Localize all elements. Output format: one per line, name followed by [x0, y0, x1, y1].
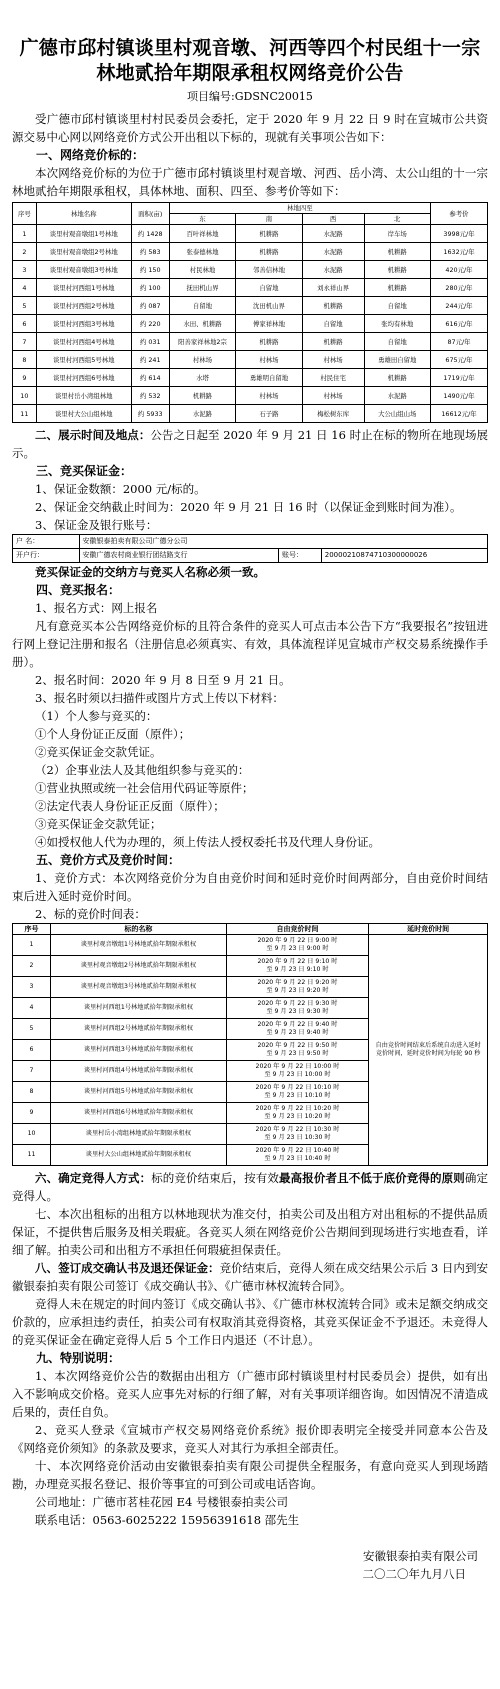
land-cell-s: 机耕路 — [236, 243, 303, 261]
col-header-west: 西 — [302, 214, 364, 225]
sched-cell-name: 谈里村观音墩组2号林地贰拾年期限承租权 — [51, 956, 227, 977]
land-cell-no: 6 — [13, 315, 37, 333]
sched-free-start: 2020 年 9 月 22 日 9:30 时 — [257, 1000, 338, 1007]
section-1-title: 一、网络竞价标的： — [36, 148, 145, 162]
sched-free-end: 至 9 月 23 日 9:50 时 — [266, 1050, 329, 1057]
sched-cell-free — [226, 1082, 369, 1103]
section-8 — [12, 1259, 488, 1295]
note-1: 1、本次网络竞价公告的数据由出租方（广德市邱村镇谈里村村民委员会）提供，如有出入不影响成交价格。竞买人应事先对标的行细了解，对有关事项详细咨询。如因情况不清造成后果的，责任自负。 — [12, 1369, 488, 1419]
sched-cell-name: 谈里村岳小湾组林地贰拾年期限承租权 — [51, 1124, 227, 1145]
reg-item-6: ①个人身份证正反面（原件）； — [35, 727, 191, 741]
sched-cell-free — [226, 1145, 369, 1166]
land-cell-area: 约 5933 — [131, 405, 169, 423]
sched-cell-no: 10 — [13, 1124, 51, 1145]
bank-acct-label: 账号： — [279, 549, 322, 563]
land-cell-p: 16612元/年 — [431, 405, 488, 423]
col-header-south: 南 — [236, 214, 303, 225]
land-cell-area: 约 100 — [131, 279, 169, 297]
section-6 — [12, 1169, 488, 1205]
land-cell-s: 村林场 — [236, 387, 303, 405]
land-table-row — [13, 387, 488, 405]
land-cell-no: 1 — [13, 225, 37, 243]
land-cell-s: 村林场 — [236, 351, 303, 369]
section-2 — [12, 426, 488, 462]
project-number: 项目编号:GDSNC20015 — [187, 90, 313, 103]
land-cell-no: 10 — [13, 387, 37, 405]
sched-free-start: 2020 年 9 月 22 日 10:00 时 — [255, 1063, 340, 1070]
land-cell-e: 村民林地 — [169, 261, 236, 279]
land-cell-p: 1490元/年 — [431, 387, 488, 405]
land-table-row — [13, 261, 488, 279]
sched-cell-free — [226, 977, 369, 998]
land-table-row — [13, 279, 488, 297]
section-9-title: 九、特别说明： — [36, 1351, 121, 1365]
land-cell-name: 谈里村河西组6号林地 — [36, 369, 131, 387]
sched-cell-name: 谈里村观音墩组3号林地贰拾年期限承租权 — [51, 977, 227, 998]
contact-address: 公司地址：广德市茗桂花园 E4 号楼银泰拍卖公司 — [35, 1495, 289, 1509]
land-cell-area: 约 031 — [131, 333, 169, 351]
land-cell-s: 石子路 — [236, 405, 303, 423]
sched-cell-free — [226, 998, 369, 1019]
land-table-row — [13, 243, 488, 261]
sched-cell-no: 8 — [13, 1082, 51, 1103]
land-cell-area: 约 583 — [131, 243, 169, 261]
contact-phone: 联系电话：0563-6025222 15956391618 邵先生 — [35, 1513, 300, 1527]
page-title: 广德市邱村镇谈里村观音墩、河西等四个村民组十一宗林地贰拾年期限承租权网络竞价公告 — [19, 37, 481, 84]
land-cell-n: 张均有林地 — [364, 315, 431, 333]
sched-cell-name: 谈里村河西组6号林地贰拾年期限承租权 — [51, 1103, 227, 1124]
land-cell-w: 村林场 — [302, 351, 364, 369]
sched-free-end: 至 9 月 23 日 10:40 时 — [264, 1155, 331, 1162]
sched-cell-no: 9 — [13, 1103, 51, 1124]
reg-item-10: ②法定代表人身份证正反面（原件）； — [35, 799, 225, 813]
bank-table — [12, 534, 488, 563]
announcement-page — [12, 36, 488, 1583]
reg-item-7: ②竞买保证金交款凭证。 — [35, 745, 162, 759]
land-table-row — [13, 351, 488, 369]
col-header-name: 林地名称 — [36, 203, 131, 225]
land-cell-s: 机耕路 — [236, 333, 303, 351]
section-3-title: 三、竞买保证金： — [36, 464, 133, 478]
bank-account-number: 20000210874710300000026 — [321, 549, 487, 563]
land-cell-e: 村林场 — [169, 351, 236, 369]
sched-free-end: 至 9 月 23 日 10:30 时 — [264, 1134, 331, 1141]
sched-cell-name: 谈里村河西组4号林地贰拾年期限承租权 — [51, 1061, 227, 1082]
signature-company: 安徽银泰拍卖有限公司 — [363, 1549, 478, 1563]
land-cell-s: 勇雄明自留地 — [236, 369, 303, 387]
sched-header-no: 序号 — [13, 924, 51, 935]
land-cell-no: 3 — [13, 261, 37, 279]
land-cell-name: 谈里村观音墩组2号林地 — [36, 243, 131, 261]
land-cell-n: 机耕路 — [364, 243, 431, 261]
land-cell-s: 沈田机山界 — [236, 297, 303, 315]
sched-free-start: 2020 年 9 月 22 日 9:20 时 — [257, 979, 338, 986]
land-cell-n: 大公山组山场 — [364, 405, 431, 423]
land-table-row — [13, 225, 488, 243]
land-cell-w: 水泥路 — [302, 261, 364, 279]
sched-cell-free — [226, 956, 369, 977]
col-header-price: 参考价 — [431, 203, 488, 225]
sched-free-start: 2020 年 9 月 22 日 10:40 时 — [255, 1147, 340, 1154]
section-4-title: 四、竞买报名： — [36, 583, 121, 597]
land-table-row — [13, 405, 488, 423]
land-cell-s: 机耕路 — [236, 225, 303, 243]
land-cell-p: 3998元/年 — [431, 225, 488, 243]
sched-free-start: 2020 年 9 月 22 日 10:10 时 — [255, 1084, 340, 1091]
sched-header-free: 自由竞价时间 — [226, 924, 369, 935]
sched-cell-name: 谈里村河西组5号林地贰拾年期限承租权 — [51, 1082, 227, 1103]
reg-item-9: ①营业执照或统一社会信用代码证等原件； — [35, 781, 254, 795]
sched-cell-no: 5 — [13, 1019, 51, 1040]
bank-branch-label: 开户行： — [13, 549, 80, 563]
sched-cell-no: 6 — [13, 1040, 51, 1061]
land-cell-n: 自留地 — [364, 333, 431, 351]
land-cell-name: 谈里村岳小湾组林地 — [36, 387, 131, 405]
col-header-no: 序号 — [13, 203, 37, 225]
sched-free-end: 至 9 月 23 日 9:00 时 — [266, 945, 329, 952]
sched-cell-free — [226, 935, 369, 956]
land-cell-w: 村民住宅 — [302, 369, 364, 387]
land-cell-n: 机耕路 — [364, 279, 431, 297]
land-cell-s: 自留地 — [236, 279, 303, 297]
schedule-table — [12, 923, 488, 1166]
sched-cell-no: 7 — [13, 1061, 51, 1082]
land-cell-e: 阳善家祥林地2宗 — [169, 333, 236, 351]
land-cell-p: 244元/年 — [431, 297, 488, 315]
section-5-title: 五、竞价方式及竞价时间： — [36, 853, 181, 867]
sched-cell-free — [226, 1103, 369, 1124]
land-cell-w: 水泥路 — [302, 243, 364, 261]
bank-branch: 安徽广德农村商业银行团结路支行 — [79, 549, 279, 563]
sched-free-start: 2020 年 9 月 22 日 10:20 时 — [255, 1105, 340, 1112]
sched-free-start: 2020 年 9 月 22 日 9:40 时 — [257, 1021, 338, 1028]
sched-free-end: 至 9 月 23 日 10:20 时 — [264, 1113, 331, 1120]
bid-method: 1、竞价方式：本次网络竞价分为自由竞价时间和延时竞价时间两部分，自由竞价时间结束后进入延时竞价时间。 — [12, 871, 488, 903]
reg-item-8: （2）企事业法人及其他组织参与竞买的： — [35, 763, 250, 777]
land-cell-w: 机耕路 — [302, 333, 364, 351]
note-2: 2、竞买人登录《宣城市产权交易网络竞价系统》报价即表明完全接受并同意本公告及《网络竞价须知》的条款及要求，竞买人对其行为承担全部责任。 — [12, 1423, 488, 1455]
sched-cell-name: 谈里村河西组1号林地贰拾年期限承租权 — [51, 998, 227, 1019]
land-cell-no: 2 — [13, 243, 37, 261]
land-cell-n: 机耕路 — [364, 261, 431, 279]
section-8-text-a: 竞价结束后，竞得人须在成交结果公示后 3 日内到安徽银泰拍卖有限公司签订《成交确认书》、《广德市林权流转合同》。 — [12, 1261, 488, 1293]
bid-schedule-heading: 2、标的竞价时间表： — [35, 907, 146, 921]
land-cell-n: 机耕路 — [364, 369, 431, 387]
land-cell-name: 谈里村河西组1号林地 — [36, 279, 131, 297]
reg-item-11: ③竞买保证金交款凭证； — [35, 817, 162, 831]
sched-cell-name: 谈里村河西组3号林地贰拾年期限承租权 — [51, 1040, 227, 1061]
section-2-title: 二、展示时间及地点： — [35, 428, 151, 442]
land-cell-area: 约 220 — [131, 315, 169, 333]
sched-free-start: 2020 年 9 月 22 日 10:30 时 — [255, 1126, 340, 1133]
land-cell-e: 百叶祥林地 — [169, 225, 236, 243]
land-cell-name: 谈里村河西组3号林地 — [36, 315, 131, 333]
section-8-text-b: 竞得人未在规定的时间内签订《成交确认书》、《广德市林权流转合同》或未足额交纳成交价款的，应承担违约责任，拍卖公司有权取消其竞得资格，其竞买保证金不予退还。未竞得人的竞买保证金在确定竞得人后 5 个工作日内退还（不计息）。 — [12, 1297, 488, 1347]
land-cell-w: 刘永祥山界 — [302, 279, 364, 297]
sched-free-end: 至 9 月 23 日 9:20 时 — [266, 987, 329, 994]
section-2-text: 公告之日起至 2020 年 9 月 21 日 16 时止在标的物所在地现场展示。 — [12, 428, 489, 460]
land-cell-n: 岸车场 — [364, 225, 431, 243]
land-cell-e: 水田、机耕路 — [169, 315, 236, 333]
land-cell-no: 7 — [13, 333, 37, 351]
intro-paragraph: 受广德市邱村镇谈里村村民委员会委托，定于 2020 年 9 月 22 日 9 时在宣城市公共资源交易中心网以网络竞价方式公开出租以下标的，现就有关事项公告如下： — [12, 112, 488, 144]
sched-free-start: 2020 年 9 月 22 日 9:50 时 — [257, 1042, 338, 1049]
land-cell-p: 420元/年 — [431, 261, 488, 279]
reg-item-12: ④如授权他人代为办理的，须上传法人授权委托书及代理人身份证。 — [35, 835, 380, 849]
land-cell-no: 8 — [13, 351, 37, 369]
land-cell-e: 自留地 — [169, 297, 236, 315]
reg-item-5: （1）个人参与竞买的： — [35, 709, 158, 723]
sched-cell-name: 谈里村观音墩组1号林地贰拾年期限承租权 — [51, 935, 227, 956]
sched-free-end: 至 9 月 23 日 9:10 时 — [266, 966, 329, 973]
land-cell-no: 11 — [13, 405, 37, 423]
land-cell-area: 约 614 — [131, 369, 169, 387]
land-cell-p: 675元/年 — [431, 351, 488, 369]
section-6-text-b: 最高报价者且不低于底价竞得的原则 — [279, 1171, 465, 1185]
section-1-text: 本次网络竞价标的为位于广德市邱村镇谈里村观音墩、河西、岳小湾、太公山组的十一宗林地贰拾年期限承租权，具体林地、面积、四至、参考价等如下： — [12, 166, 488, 198]
sched-cell-extended: 自由竞价时间结束后系统自动进入延时竞价时间，延时竞价时间为每轮 90 秒 — [369, 935, 488, 1166]
deposit-account-heading: 3、保证金及银行账号： — [35, 518, 158, 532]
land-cell-w: 机耕路 — [302, 297, 364, 315]
sched-free-end: 至 9 月 23 日 10:00 时 — [264, 1071, 331, 1078]
land-cell-e: 水塔 — [169, 369, 236, 387]
bank-account-name: 安徽银泰拍卖有限公司广德分公司 — [79, 535, 488, 549]
land-cell-area: 约 532 — [131, 387, 169, 405]
reg-item-4: 3、报名时须以扫描件或图片方式上传以下材料： — [35, 691, 284, 705]
sched-cell-name: 谈里村河西组2号林地贰拾年期限承租权 — [51, 1019, 227, 1040]
land-cell-name: 谈里村观音墩组3号林地 — [36, 261, 131, 279]
sched-cell-no: 3 — [13, 977, 51, 998]
land-cell-area: 约 1428 — [131, 225, 169, 243]
deposit-note: 竞买保证金的交纳方与竞买人名称必须一致。 — [35, 565, 265, 579]
sched-cell-no: 4 — [13, 998, 51, 1019]
signature-date: 二〇二〇年九月八日 — [362, 1567, 466, 1581]
land-cell-e: 张泰德林地 — [169, 243, 236, 261]
land-cell-s: 邻善信林地 — [236, 261, 303, 279]
sched-cell-free — [226, 1124, 369, 1145]
bank-name-label: 户 名： — [13, 535, 80, 549]
reg-item-3: 2、报名时间：2020 年 9 月 8 日至 9 月 21 日。 — [35, 673, 291, 687]
land-table-row — [13, 315, 488, 333]
land-table-row — [13, 333, 488, 351]
land-table-row — [13, 297, 488, 315]
sched-cell-free — [226, 1061, 369, 1082]
land-cell-name: 谈里村河西组4号林地 — [36, 333, 131, 351]
col-header-area: 面积(亩) — [131, 203, 169, 225]
land-cell-w: 村林场 — [302, 387, 364, 405]
land-cell-w: 自留地 — [302, 315, 364, 333]
land-cell-area: 约 087 — [131, 297, 169, 315]
sched-free-end: 至 9 月 23 日 10:10 时 — [264, 1092, 331, 1099]
land-cell-p: 1632元/年 — [431, 243, 488, 261]
land-cell-n: 水泥路 — [364, 387, 431, 405]
land-table — [12, 202, 488, 423]
schedule-table-row — [13, 935, 488, 956]
col-header-east: 东 — [169, 214, 236, 225]
land-cell-name: 谈里村河西组5号林地 — [36, 351, 131, 369]
reg-item-1: 1、报名方式：网上报名 — [35, 601, 158, 615]
section-6-title: 六、确定竞得人方式： — [35, 1171, 152, 1185]
land-table-row — [13, 369, 488, 387]
reg-item-2: 凡有意竞买本公告网络竞价标的且符合条件的竞买人可点击本公告下方“我要报名”按钮进行网上登记注册和报名（注册信息必须真实、有效，具体流程详见宣城市产权交易系统操作手册）。 — [12, 619, 488, 669]
section-10: 十、本次网络竞价活动由安徽银泰拍卖有限公司提供全程服务，有意向竞买人到现场踏勘，办理竞买报名登记、报价等事宜的可到公司或电话咨询。 — [12, 1459, 488, 1491]
land-cell-p: 616元/年 — [431, 315, 488, 333]
sched-header-ext: 延时竞价时间 — [369, 924, 488, 935]
sched-cell-no: 11 — [13, 1145, 51, 1166]
sched-cell-no: 1 — [13, 935, 51, 956]
sched-cell-no: 2 — [13, 956, 51, 977]
sched-free-end: 至 9 月 23 日 9:40 时 — [266, 1029, 329, 1036]
land-cell-no: 5 — [13, 297, 37, 315]
land-cell-n: 勇雄田自留地 — [364, 351, 431, 369]
col-header-north: 北 — [364, 214, 431, 225]
land-cell-name: 谈里村大公山组林地 — [36, 405, 131, 423]
land-cell-e: 水泥路 — [169, 405, 236, 423]
section-7: 七、本次出租标的出租方以林地现状为准交付，拍卖公司及出租方对出租标的不提供品质保证，不提供售后服务及相关瑕疵。各竞买人须在网络竞价公告期间到现场进行实地查看，详细了解。拍卖公司和出租方不承担任何瑕疵担保责任。 — [12, 1207, 488, 1257]
section-8-title: 八、签订成交确认书及退还保证金： — [35, 1261, 220, 1275]
land-cell-w: 梅松树东库 — [302, 405, 364, 423]
land-cell-area: 约 150 — [131, 261, 169, 279]
deposit-amount: 1、保证金数额：2000 元/标的。 — [35, 482, 206, 496]
land-cell-e: 机耕路 — [169, 387, 236, 405]
land-cell-n: 自留地 — [364, 297, 431, 315]
land-cell-no: 4 — [13, 279, 37, 297]
land-cell-no: 9 — [13, 369, 37, 387]
land-cell-s: 傅家祥林地 — [236, 315, 303, 333]
deposit-deadline: 2、保证金交纳截止时间为：2020 年 9 月 21 日 16 时（以保证金到账时间为准）。 — [35, 500, 462, 514]
section-6-text-a: 标的竞价结束后，按有效 — [151, 1171, 279, 1185]
land-cell-e: 抚田机山界 — [169, 279, 236, 297]
land-cell-area: 约 241 — [131, 351, 169, 369]
land-cell-name: 谈里村观音墩组1号林地 — [36, 225, 131, 243]
sched-free-end: 至 9 月 23 日 9:30 时 — [266, 1008, 329, 1015]
land-cell-w: 水泥路 — [302, 225, 364, 243]
sched-cell-free — [226, 1040, 369, 1061]
land-cell-p: 280元/年 — [431, 279, 488, 297]
land-cell-p: 1719元/年 — [431, 369, 488, 387]
sched-free-start: 2020 年 9 月 22 日 9:10 时 — [257, 958, 338, 965]
land-cell-name: 谈里村河西组2号林地 — [36, 297, 131, 315]
sched-cell-free — [226, 1019, 369, 1040]
section-6-text-c: 确定竞得人。 — [12, 1171, 489, 1203]
sched-cell-name: 谈里村大公山组林地贰拾年期限承租权 — [51, 1145, 227, 1166]
sched-header-name: 标的名称 — [51, 924, 227, 935]
land-cell-p: 87元/年 — [431, 333, 488, 351]
sched-free-start: 2020 年 9 月 22 日 9:00 时 — [257, 937, 338, 944]
col-header-bounds: 林地四至 — [169, 203, 430, 214]
